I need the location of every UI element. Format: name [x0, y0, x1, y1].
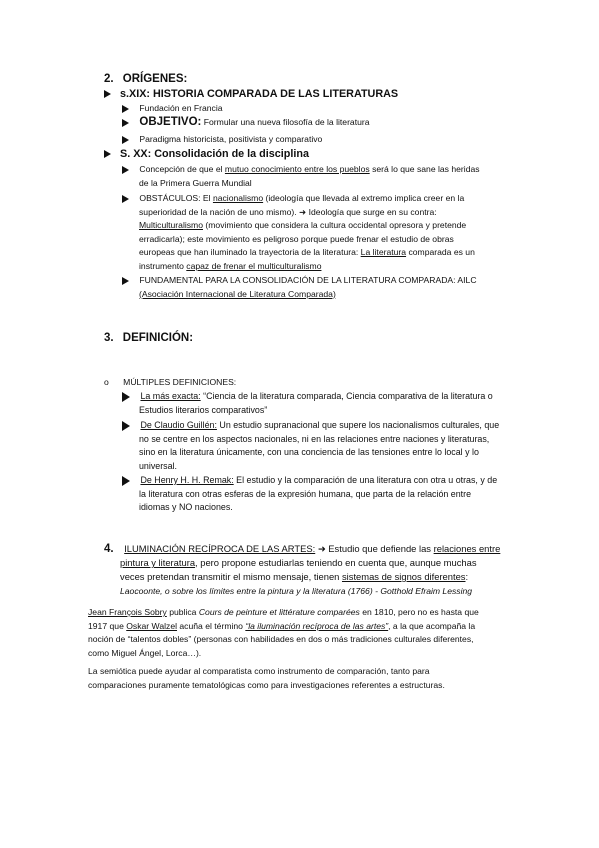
xix-bullet-1: Fundación en Francia [122, 102, 223, 116]
arrow-bullet-icon [122, 392, 130, 402]
section-title: ORÍGENES: [122, 73, 188, 85]
xix-line: s.XIX: HISTORIA COMPARADA DE LAS LITERATURAS [104, 88, 398, 100]
xx-bullet-1: Concepción de que el mutuo conocimiento entre los pueblos será lo que sane las heridas de la Primera Guerra Mundial [122, 163, 522, 190]
section-2-heading [104, 73, 187, 85]
circle-bullet-icon: o [104, 377, 109, 387]
definition-1: La más exacta: “Ciencia de la literatura comparada, Ciencia comparativa de la literatura o Estudios literarios comparativos” [122, 390, 522, 417]
reference-citation: Laocoonte, o sobre los límites entre la pintura y la literatura (1766) - Gotthold Efraim Lessing [120, 586, 473, 596]
section-4: 4. ILUMINACIÓN RECÍPROCA DE LAS ARTES: ➜ Estudio que defiende las relaciones entre pintura y literatura, pero propone estudiarlas teniendo en cuenta que, aunque muchas veces pretendan transmitir el mismo mensaje, tienen sistemas de signos diferentes: Laocoonte, o sobre los límites entre la pintura y la literatura (1766) - Gotthold Efraim Lessing [104, 543, 501, 596]
xx-bullet-3: FUNDAMENTAL PARA LA CONSOLIDACIÓN DE LA LITERATURA COMPARADA: AILC (Asociación Internacional de Literatura Comparada) [122, 274, 522, 301]
definitions-intro: o MÚLTIPLES DEFINICIONES: [104, 377, 237, 387]
arrow-bullet-icon [122, 421, 130, 431]
section-3-heading: 3. DEFINICIÓN: [104, 332, 194, 344]
arrow-bullet-icon [122, 105, 129, 113]
paragraph-sobry: Jean François Sobry publica Cours de peinture et littérature comparées en 1810, pero no es hasta que 1917 que Oskar Walzel acuña el término “la iluminación recíproca de las artes”, a la que acompaña la noción de “talentos dobles” (personas con habilidades en dos o más tradiciones culturales diferentes, como Miguel Ángel, Lorca…). [88, 607, 479, 658]
arrow-bullet-icon [122, 476, 130, 486]
objetivo-line: OBJETIVO: Formular una nueva filosofía de la literatura [122, 116, 370, 128]
arrow-bullet-icon [122, 166, 129, 174]
xx-bullet-2: OBSTÁCULOS: El nacionalismo (ideología que llevada al extremo implica creer en la superioridad de la nación de uno mismo). ➜ Ideología que surge en su contra: Multiculturalismo (movimiento que considera la cultura occidental opresora y pretende erradicarla); este movimiento es peligroso porque puede frenar el estudio de obras europeas que han iluminado la trayectoria de la literatura: La literatura comparada es un instrumento capaz de frenar el multiculturalismo [122, 192, 522, 274]
arrow-bullet-icon [122, 195, 129, 203]
xx-line: S. XX: Consolidación de la disciplina [104, 148, 309, 160]
arrow-bullet-icon [104, 150, 111, 158]
definition-3: De Henry H. H. Remak: El estudio y la comparación de una literatura con otra u otras, y de la literatura con otras esferas de la expresión humana, que parta de la relación entre idiomas y NO naciones. [122, 474, 522, 515]
paragraph-semiotica: La semiótica puede ayudar al comparatista como instrumento de comparación, tanto para comparaciones puramente tematológicas como para investigaciones referentes a estructuras. [88, 666, 445, 690]
xix-bullet-2: Paradigma historicista, positivista y comparativo [122, 133, 322, 147]
arrow-bullet-icon [104, 90, 111, 98]
arrow-bullet-icon [122, 277, 129, 285]
section-number: 2. [104, 73, 114, 85]
definition-2: De Claudio Guillén: Un estudio supranacional que supere los nacionalismos culturales, que no se centre en los aspectos nacionales, ni en las relaciones entre naciones y literaturas, sino en la literatura únicamente, con una conciencia de las tensiones entre lo local y lo universal. [122, 419, 522, 473]
arrow-bullet-icon [122, 119, 129, 127]
arrow-bullet-icon [122, 136, 129, 144]
